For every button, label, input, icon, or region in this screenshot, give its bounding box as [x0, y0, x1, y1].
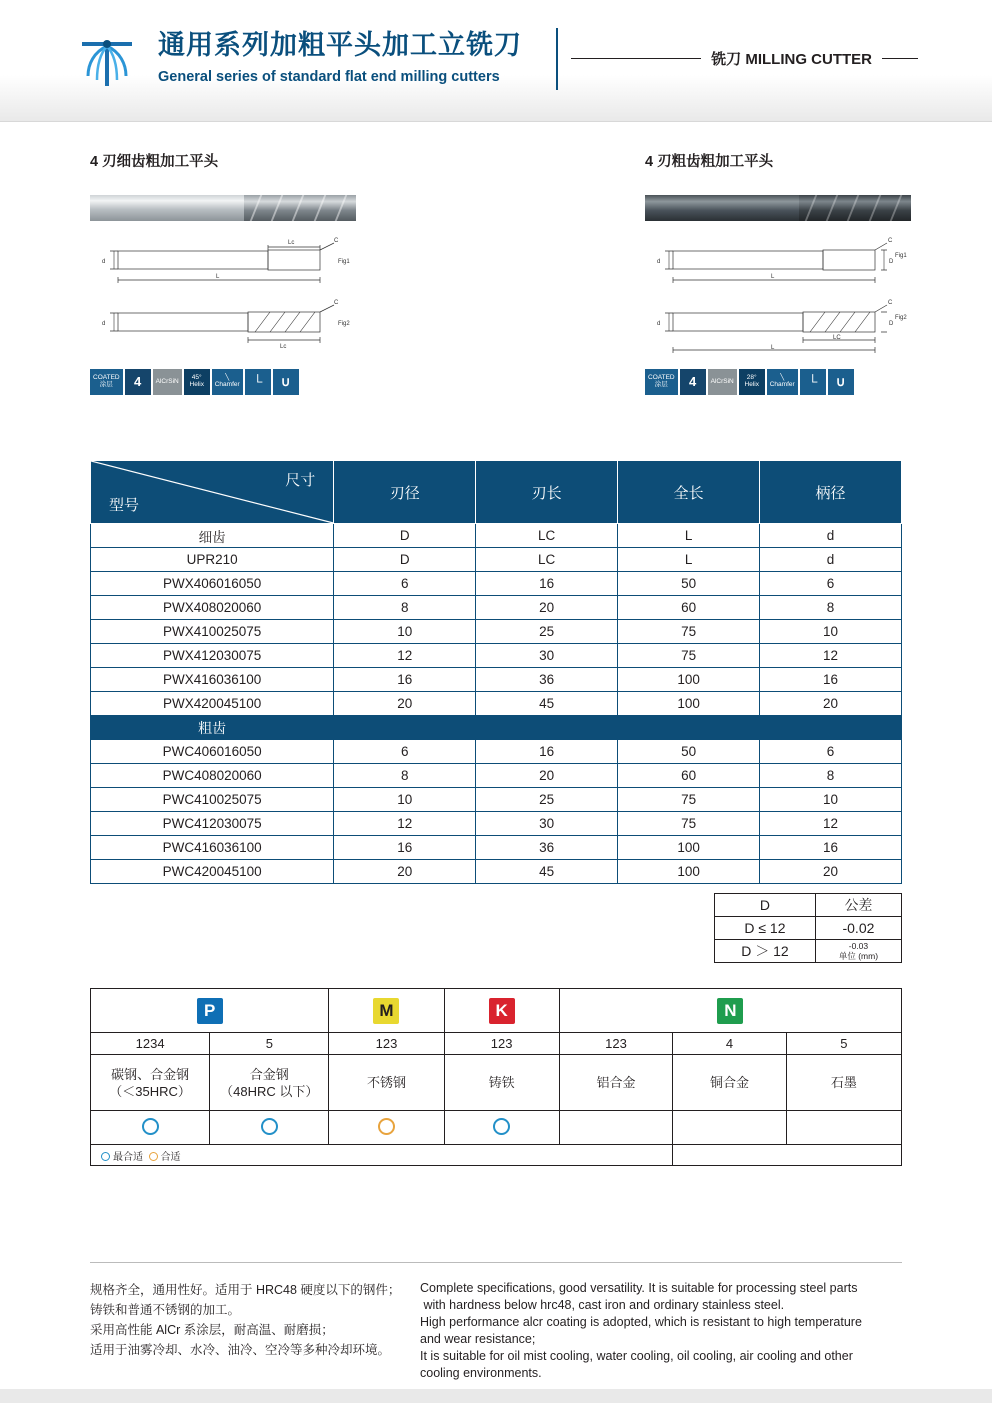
cell-l: L: [618, 548, 760, 572]
svg-text:d: d: [657, 321, 661, 327]
cell-shank: 8: [760, 596, 902, 620]
cell-l: L: [618, 524, 760, 548]
cell-d: 10: [334, 620, 476, 644]
material-name: 碳钢、合金钢 （＜35HRC）: [91, 1055, 210, 1111]
tolerance-row: [715, 917, 902, 940]
cell-model: PWC410025075: [91, 788, 334, 812]
svg-text:Fig1: Fig1: [338, 259, 350, 265]
badge-p: P: [197, 998, 223, 1024]
tool-diagram-fig1: [645, 237, 911, 295]
cell-model: PWX412030075: [91, 644, 334, 668]
header-rule-right: [882, 58, 918, 59]
cell-d: 6: [334, 572, 476, 596]
cell-d: 20: [334, 860, 476, 884]
tolerance-value: -0.03: [848, 941, 869, 951]
cell-d: D: [334, 524, 476, 548]
cell-lc: 36: [476, 668, 618, 692]
cell-shank: 10: [760, 620, 902, 644]
tolerance-header-value: 公差: [815, 894, 901, 917]
cell-d: 10: [334, 788, 476, 812]
title-divider: [556, 28, 558, 90]
cell-shank: 16: [760, 668, 902, 692]
shape-u-icon: ∪: [828, 369, 854, 395]
cell-lc: 45: [476, 860, 618, 884]
tool-diagram-fig2: [90, 299, 356, 357]
cell-model: PWX406016050: [91, 572, 334, 596]
cell-model: UPR210: [91, 548, 334, 572]
sprinkler-logo-icon: [74, 30, 140, 92]
svg-text:Fig1: Fig1: [895, 253, 907, 259]
section-spacer: [476, 716, 618, 740]
legend-cell: [91, 1145, 673, 1166]
chamfer-icon: ╲ Chamfer: [767, 369, 798, 395]
footer-text-cn: 规格齐全，通用性好。适用于 HRC48 硬度以下的钢件； 铸铁和普通不锈钢的加工。 采用高性能 AlCr 系涂层，耐高温、耐磨损； 适用于油雾冷却、水冷、油冷、空冷等多种冷却环境。: [90, 1283, 401, 1357]
cell-model: PWX416036100: [91, 668, 334, 692]
cell-lc: LC: [476, 548, 618, 572]
svg-text:d: d: [102, 259, 106, 265]
corner-label-model: 型号: [109, 497, 140, 514]
material-rating-row: [91, 1111, 902, 1145]
chamfer-icon: ╲ Chamfer: [212, 369, 243, 395]
svg-text:LC: LC: [833, 335, 841, 341]
shape-l-icon: └: [245, 369, 271, 395]
cell-lc: 25: [476, 788, 618, 812]
rating-best-icon: [493, 1118, 510, 1135]
cell-lc: 36: [476, 836, 618, 860]
table-row: [91, 836, 902, 860]
header-category: [571, 48, 918, 69]
material-name: 铝合金: [559, 1055, 673, 1111]
material-group-k: [444, 989, 559, 1033]
tool-diagram-fig1: [90, 237, 356, 295]
helix-angle-icon: 45° Helix: [184, 369, 210, 395]
tolerance-range: D ＞ 12: [715, 940, 816, 963]
svg-text:C: C: [888, 300, 893, 306]
cell-lc: 30: [476, 812, 618, 836]
material-name: 合金钢 （48HRC 以下）: [210, 1055, 329, 1111]
svg-text:C: C: [888, 238, 893, 244]
material-rating: [444, 1111, 559, 1145]
table-header-row: [91, 461, 902, 524]
panel-title: 4 刃细齿粗加工平头: [90, 154, 219, 170]
material-number: 123: [444, 1033, 559, 1055]
material-rating: [210, 1111, 329, 1145]
cell-l: 50: [618, 572, 760, 596]
cell-lc: 45: [476, 692, 618, 716]
tolerance-value-cell: [815, 940, 901, 963]
cell-shank: 6: [760, 740, 902, 764]
material-number: 5: [786, 1033, 901, 1055]
shape-l-icon: └: [800, 369, 826, 395]
table-row: [91, 860, 902, 884]
table-row: [91, 572, 902, 596]
cell-d: 6: [334, 740, 476, 764]
material-name: 不锈钢: [329, 1055, 444, 1111]
cell-d: 12: [334, 812, 476, 836]
material-application-table: [90, 988, 902, 1166]
cell-model: PWC412030075: [91, 812, 334, 836]
material-rating: [91, 1111, 210, 1145]
table-row: [91, 548, 902, 572]
specification-table: [90, 460, 902, 884]
svg-text:Lc: Lc: [280, 344, 287, 350]
svg-text:d: d: [102, 321, 106, 327]
table-corner-header: [91, 461, 334, 524]
tolerance-header-d: D: [715, 894, 816, 917]
material-rating: [329, 1111, 444, 1145]
material-number: 5: [210, 1033, 329, 1055]
cell-l: 75: [618, 620, 760, 644]
tool-photo: [90, 187, 356, 229]
cell-shank: 20: [760, 692, 902, 716]
table-row: [91, 692, 902, 716]
cell-l: 100: [618, 668, 760, 692]
svg-text:D: D: [889, 259, 894, 265]
material-number: 4: [673, 1033, 787, 1055]
svg-text:D: D: [889, 321, 894, 327]
cell-shank: d: [760, 524, 902, 548]
table-section-header-row: [91, 716, 902, 740]
legend-good-label: 合适: [160, 1151, 181, 1163]
cell-l: 60: [618, 596, 760, 620]
section-spacer: [760, 716, 902, 740]
cell-lc: LC: [476, 524, 618, 548]
cell-lc: 16: [476, 572, 618, 596]
cell-shank: 8: [760, 764, 902, 788]
title-block: [158, 28, 522, 86]
svg-text:C: C: [334, 300, 339, 306]
material-name-row: [91, 1055, 902, 1111]
rating-good-icon: [378, 1118, 395, 1135]
table-row: [91, 764, 902, 788]
page-title-en: General series of standard flat end milling cutters: [158, 69, 500, 85]
coating-material-icon: AlCrSiN: [153, 369, 182, 395]
legend-empty-cell: [673, 1145, 902, 1166]
cell-lc: 20: [476, 764, 618, 788]
material-number: 123: [559, 1033, 673, 1055]
column-header-shank-diameter: 柄径: [760, 461, 902, 524]
cell-model: PWX410025075: [91, 620, 334, 644]
shape-u-icon: ∪: [273, 369, 299, 395]
header-rule-left: [571, 58, 701, 59]
material-number-row: [91, 1033, 902, 1055]
cell-shank: 12: [760, 644, 902, 668]
cell-l: 75: [618, 644, 760, 668]
cell-l: 50: [618, 740, 760, 764]
rating-best-icon: [142, 1118, 159, 1135]
cell-model: PWX408020060: [91, 596, 334, 620]
helix-angle-icon: 28° Helix: [739, 369, 765, 395]
page-title-cn: 通用系列加粗平头加工立铣刀: [158, 30, 522, 60]
tolerance-range: D ≤ 12: [715, 917, 816, 940]
cell-model: PWC408020060: [91, 764, 334, 788]
bottom-bar: [0, 1389, 992, 1403]
panel-title: 4 刃粗齿粗加工平头: [645, 154, 774, 170]
svg-text:Fig2: Fig2: [895, 315, 907, 321]
svg-text:Lc: Lc: [288, 240, 295, 246]
tolerance-table: [714, 893, 902, 963]
product-panel-coarse-tooth: [645, 150, 911, 395]
footer-text-en: Complete specifications, good versatility. It is suitable for processing steel parts with hardness below hrc48, cast iron and ordinary stainless steel. High performance alcr coating is adopted, which is resistant to high temperature and wear resistance; It is suitable for oil mist cooling, water cooling, oil cooling, air cooling and other cooling environments.: [420, 1281, 862, 1380]
material-group-n: [559, 989, 901, 1033]
legend-good-icon: [149, 1152, 158, 1161]
cell-l: 100: [618, 860, 760, 884]
material-group-m: [329, 989, 444, 1033]
cell-d: 12: [334, 644, 476, 668]
cell-lc: 20: [476, 596, 618, 620]
flute-count-icon: 4: [125, 369, 151, 395]
cell-l: 100: [618, 836, 760, 860]
cell-shank: 12: [760, 812, 902, 836]
cell-shank: d: [760, 548, 902, 572]
section-spacer: [618, 716, 760, 740]
svg-text:L: L: [771, 274, 775, 280]
coating-icon: COATED 涂层: [645, 369, 678, 395]
material-name: 铸铁: [444, 1055, 559, 1111]
column-header-overall-length: 全长: [618, 461, 760, 524]
cell-lc: 30: [476, 644, 618, 668]
tolerance-header-row: [715, 894, 902, 917]
cell-d: 16: [334, 668, 476, 692]
cell-l: 75: [618, 812, 760, 836]
legend-best-icon: [101, 1152, 110, 1161]
table-row: [91, 668, 902, 692]
table-row: [91, 620, 902, 644]
material-name: 石墨: [786, 1055, 901, 1111]
material-rating: [786, 1111, 901, 1145]
section-title-coarse: 粗齿: [91, 716, 334, 740]
cell-d: D: [334, 548, 476, 572]
cell-shank: 20: [760, 860, 902, 884]
cell-lc: 25: [476, 620, 618, 644]
page-header: [0, 0, 992, 122]
cell-model: PWC420045100: [91, 860, 334, 884]
header-category-label: 铣刀 MILLING CUTTER: [711, 51, 872, 68]
cell-lc: 16: [476, 740, 618, 764]
svg-text:C: C: [334, 238, 339, 244]
material-number: 123: [329, 1033, 444, 1055]
svg-text:Fig2: Fig2: [338, 321, 350, 327]
cell-shank: 6: [760, 572, 902, 596]
rating-best-icon: [261, 1118, 278, 1135]
badge-m: M: [373, 998, 399, 1024]
footer-divider: [90, 1262, 902, 1263]
coating-material-icon: AlCrSiN: [708, 369, 737, 395]
legend-best-label: 最合适: [113, 1151, 143, 1163]
column-header-cutting-length: 刃长: [476, 461, 618, 524]
cell-l: 75: [618, 788, 760, 812]
tolerance-unit-note: 单位 (mm): [838, 951, 879, 961]
tolerance-row: [715, 940, 902, 963]
tool-diagram-fig2: [645, 299, 911, 357]
cell-d: 16: [334, 836, 476, 860]
cell-shank: 10: [760, 788, 902, 812]
material-group-p: [91, 989, 329, 1033]
table-row: [91, 596, 902, 620]
coating-icon: COATED 涂层: [90, 369, 123, 395]
cell-d: 8: [334, 596, 476, 620]
svg-text:d: d: [657, 259, 661, 265]
badge-n: N: [717, 998, 743, 1024]
cell-shank: 16: [760, 836, 902, 860]
product-panel-fine-tooth: [90, 150, 356, 395]
svg-text:L: L: [216, 274, 220, 280]
cell-model: PWC416036100: [91, 836, 334, 860]
column-header-cutting-diameter: 刃径: [334, 461, 476, 524]
table-row: [91, 788, 902, 812]
material-badge-row: [91, 989, 902, 1033]
section-spacer: [334, 716, 476, 740]
cell-l: 60: [618, 764, 760, 788]
attribute-icons: [645, 369, 911, 395]
table-row: [91, 812, 902, 836]
cell-d: 20: [334, 692, 476, 716]
tool-photo: [645, 187, 911, 229]
table-row: [91, 644, 902, 668]
material-number: 1234: [91, 1033, 210, 1055]
flute-count-icon: 4: [680, 369, 706, 395]
corner-label-size: 尺寸: [285, 472, 316, 489]
material-rating: [559, 1111, 673, 1145]
material-name: 铜合金: [673, 1055, 787, 1111]
attribute-icons: [90, 369, 356, 395]
tolerance-value: -0.02: [815, 917, 901, 940]
badge-k: K: [489, 998, 515, 1024]
cell-l: 100: [618, 692, 760, 716]
cell-model: 细齿: [91, 524, 334, 548]
cell-model: PWX420045100: [91, 692, 334, 716]
material-rating: [673, 1111, 787, 1145]
table-row: [91, 740, 902, 764]
svg-text:L: L: [771, 345, 775, 351]
cell-model: PWC406016050: [91, 740, 334, 764]
cell-d: 8: [334, 764, 476, 788]
table-row: [91, 524, 902, 548]
material-legend-row: [91, 1145, 902, 1166]
